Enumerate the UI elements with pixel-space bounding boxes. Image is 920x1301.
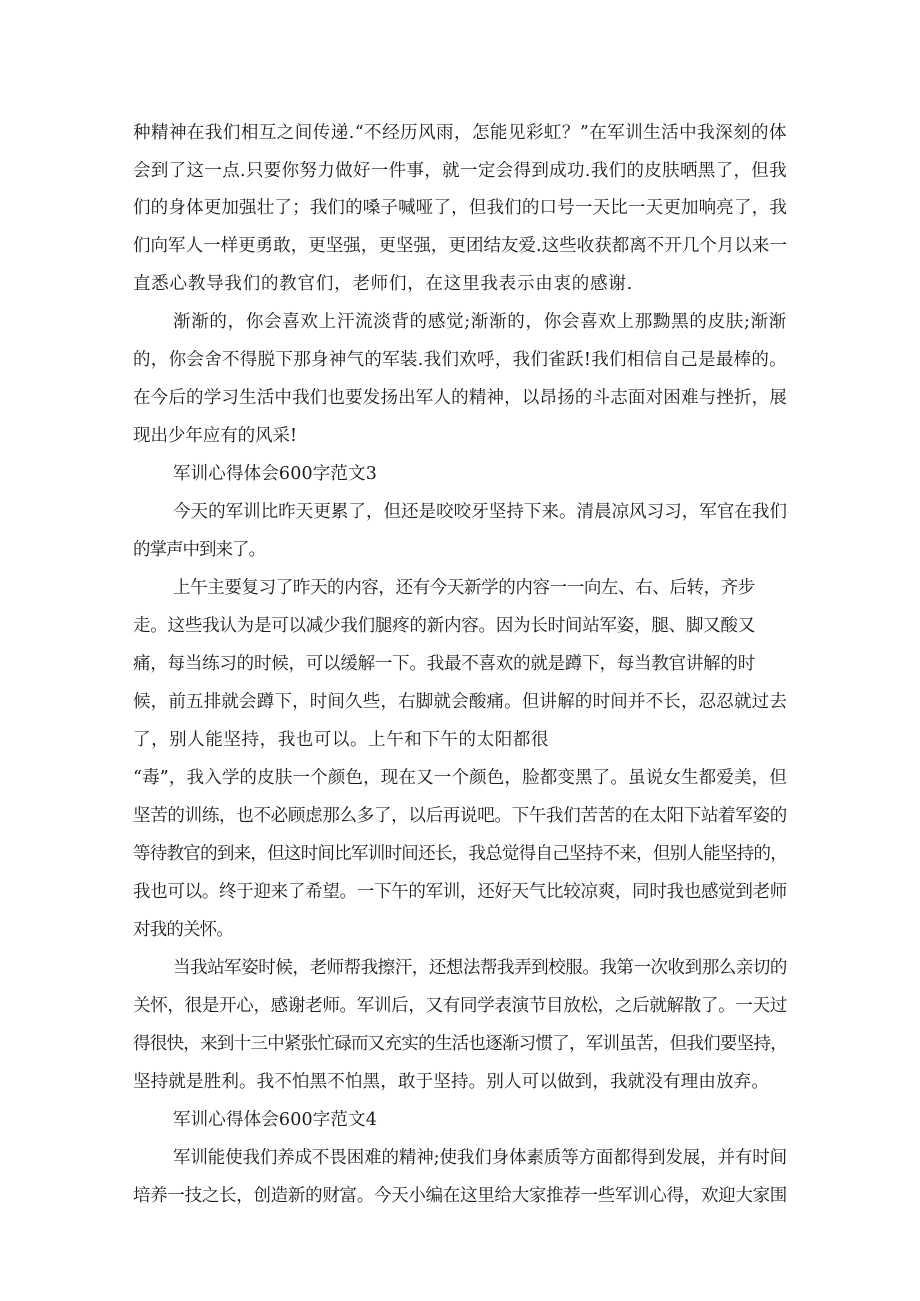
text-line: 坚苦的训练，也不必顾虑那么多了，以后再说吧。下午我们苦苦的在太阳下站着军姿的 xyxy=(133,806,787,826)
text-line: 今天的军训比昨天更累了，但还是咬咬牙坚持下来。清晨凉风习习，军官在我们 xyxy=(173,502,787,522)
text-line: 渐渐的，你会喜欢上汗流淡背的感觉;渐渐的，你会喜欢上那黝黑的皮肤;渐渐 xyxy=(173,312,787,332)
text-line: “毒”，我入学的皮肤一个颜色，现在又一个颜色，脸都变黑了。虽说女生都爱美，但 xyxy=(133,768,787,788)
text-line: 现出少年应有的风采! xyxy=(133,426,297,446)
text-line: 种精神在我们相互之间传递.“不经历风雨，怎能见彩虹？”在军训生活中我深刻的体 xyxy=(133,123,787,143)
text-line: 得很快，来到十三中紧张忙碌而又充实的生活也逐渐习惯了，军训虽苦，但我们要坚持， xyxy=(133,1034,787,1054)
text-line: 的，你会舍不得脱下那身神气的军装.我们欢呼，我们雀跃!我们相信自己是最棒的。 xyxy=(133,350,787,370)
text-line: 的掌声中到来了。 xyxy=(133,540,265,560)
text-line: 痛，每当练习的时候，可以缓解一下。我最不喜欢的就是蹲下，每当教官讲解的时 xyxy=(133,654,755,674)
text-line: 直悉心教导我们的教官们，老师们，在这里我表示由衷的感谢. xyxy=(133,274,633,294)
text-line: 会到了这一点.只要你努力做好一件事，就一定会得到成功.我们的皮肤晒黑了，但我 xyxy=(133,161,787,181)
text-line: 们的身体更加强壮了；我们的嗓子喊哑了，但我们的口号一天比一天更加响亮了，我 xyxy=(133,198,787,218)
text-line: 对我的关怀。 xyxy=(133,920,233,940)
section-heading: 军训心得体会600字范文3 xyxy=(173,464,377,484)
text-line: 了，别人能坚持，我也可以。上午和下午的太阳都很 xyxy=(133,730,549,750)
text-line: 我也可以。终于迎来了希望。一下午的军训，还好天气比较凉爽，同时我也感觉到老师 xyxy=(133,882,787,902)
text-line: 等待教官的到来，但这时间比军训时间还长，我总觉得自己坚持不来，但别人能坚持的， xyxy=(133,844,787,864)
text-line: 走。这些我认为是可以减少我们腿疼的新内容。因为长时间站军姿，腿、脚又酸又 xyxy=(133,616,755,636)
text-line: 候，前五排就会蹲下，时间久些，右脚就会酸痛。但讲解的时间并不长，忍忍就过去 xyxy=(133,692,787,712)
section-heading: 军训心得体会600字范文4 xyxy=(173,1110,377,1130)
text-line: 当我站军姿时候，老师帮我擦汗，还想法帮我弄到校服。我第一次收到那么亲切的 xyxy=(173,958,787,978)
text-line: 培养一技之长，创造新的财富。今天小编在这里给大家推荐一些军训心得，欢迎大家围 xyxy=(133,1186,787,1206)
text-line: 军训能使我们养成不畏困难的精神;使我们身体素质等方面都得到发展，并有时间 xyxy=(173,1148,787,1168)
text-line: 在今后的学习生活中我们也要发扬出军人的精神，以昂扬的斗志面对困难与挫折，展 xyxy=(133,388,787,408)
text-line: 坚持就是胜利。我不怕黑不怕黑，敢于坚持。别人可以做到，我就没有理由放弃。 xyxy=(133,1072,769,1092)
text-line: 关怀，很是开心，感谢老师。军训后，又有同学表演节目放松，之后就解散了。一天过 xyxy=(133,996,787,1016)
text-line: 们向军人一样更勇敢，更坚强，更坚强，更团结友爱.这些收获都离不开几个月以来一 xyxy=(133,236,787,256)
text-line: 上午主要复习了昨天的内容，还有今天新学的内容一一向左、右、后转，齐步 xyxy=(173,578,755,598)
